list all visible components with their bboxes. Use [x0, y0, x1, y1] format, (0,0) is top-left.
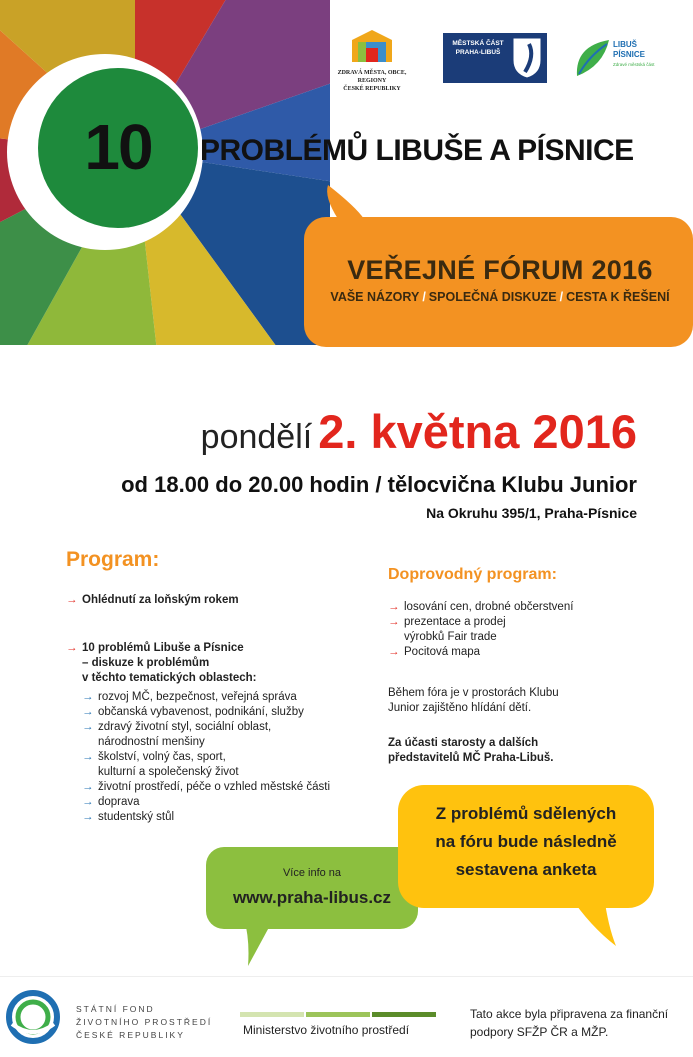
libus-label: LIBUŠ: [613, 40, 637, 49]
forum-subtitle-part2: SPOLEČNÁ DISKUZE: [428, 290, 557, 304]
topics-list: [82, 690, 330, 825]
sfzp-text: STÁTNÍ FOND ŽIVOTNÍHO PROSTŘEDÍ ČESKÉ REPUBLIKY: [76, 1004, 213, 1040]
survey-text: Z problémů sdělených na fóru bude následně sestavena anketa: [435, 804, 617, 879]
forum-text: [320, 255, 680, 304]
info-label: Více info na: [282, 867, 342, 879]
event-date: 2. května 2016: [318, 405, 637, 458]
badge-number: 10: [84, 111, 152, 183]
list-item: → školství, volný čas, sport, kulturní a společenský život: [82, 751, 239, 778]
forum-separator: /: [422, 290, 426, 304]
officials-note: Za účasti starosty a dalších představitelů MČ Praha-Libuš.: [388, 737, 554, 764]
side-program-heading: Doprovodný program:: [388, 566, 557, 583]
zdrava-mesta-logo: [332, 28, 412, 93]
list-item: → losování cen, drobné občerstvení: [388, 601, 574, 613]
mzp-bar-segment: [306, 1012, 370, 1017]
sfzp-logo-icon: [6, 990, 60, 1044]
list-item: → životní prostředí, péče o vzhled městské části: [82, 781, 331, 793]
program-item-1: → Ohlédnutí za loňským rokem: [66, 594, 239, 606]
footer-divider: [0, 976, 693, 977]
shield-icon: [511, 36, 543, 80]
forum-subtitle-part3: CESTA K ŘEŠENÍ: [566, 290, 670, 304]
arrow-icon: →: [388, 646, 400, 658]
arrow-icon: →: [82, 796, 94, 808]
website-link[interactable]: www.praha-libus.cz: [232, 888, 392, 907]
event-address: Na Okruhu 395/1, Praha-Písnice: [426, 505, 637, 521]
mestska-cast-logo: [443, 33, 547, 83]
forum-subtitle: [320, 290, 680, 304]
list-item: → prezentace a prodej výrobků Fair trade: [388, 616, 506, 643]
arrow-icon: →: [388, 601, 400, 613]
arrow-icon: →: [66, 642, 78, 654]
mestska-cast-line1: MĚSTSKÁ ČÁST: [452, 40, 504, 47]
list-item: → občanská vybavenost, podnikání, služby: [82, 706, 304, 718]
arrow-icon: →: [82, 706, 94, 718]
arrow-icon: →: [388, 616, 400, 628]
zdrava-mc-label: Zdravé městská část: [613, 62, 655, 67]
event-time-place: od 18.00 do 20.00 hodin / tělocvična Klubu Junior: [121, 472, 637, 497]
list-item: → Pocitová mapa: [388, 646, 481, 658]
event-date-line: [0, 404, 637, 459]
arrow-icon: →: [82, 691, 94, 703]
arrow-icon: →: [82, 721, 94, 733]
libus-pisnice-logo: [573, 36, 673, 82]
mzp-bar-segment: [372, 1012, 436, 1017]
pisnice-label: PÍSNICE: [613, 50, 646, 59]
page-title: PROBLÉMŮ LIBUŠE A PÍSNICE: [200, 134, 634, 167]
side-program-list: [388, 600, 573, 660]
childcare-note: Během fóra je v prostorách Klubu Junior zajištěno hlídání dětí.: [388, 687, 559, 714]
list-item: → doprava: [82, 796, 140, 808]
list-item: → zdravý životní styl, sociální oblast, národnostní menšiny: [82, 721, 272, 748]
arrow-icon: →: [82, 781, 94, 793]
event-day: pondělí: [200, 418, 313, 456]
forum-separator: /: [559, 290, 564, 304]
house-logo-icon: [332, 28, 412, 64]
forum-title: VEŘEJNÉ FÓRUM 2016: [347, 255, 653, 285]
zdrava-mesta-line1: ZDRAVÁ MĚSTA, OBCE, REGIONY: [337, 70, 407, 84]
arrow-icon: →: [82, 751, 94, 763]
mzp-bar: [240, 1012, 436, 1017]
arrow-icon: →: [66, 594, 78, 606]
forum-subtitle-part1: VAŠE NÁZORY: [330, 290, 420, 304]
ministry-name: Ministerstvo životního prostředí: [243, 1023, 410, 1037]
list-item: → studentský stůl: [82, 811, 175, 823]
mestska-cast-line2: PRAHA-LIBUŠ: [455, 49, 501, 56]
program-item-2: → 10 problémů Libuše a Písnice – diskuze k problémům v těchto tematických oblastech:: [66, 642, 257, 684]
program-heading: Program:: [66, 548, 160, 571]
zdrava-mesta-line2: ČESKÉ REPUBLIKY: [343, 86, 401, 92]
list-item: → rozvoj MČ, bezpečnost, veřejná správa: [82, 691, 297, 703]
arrow-icon: →: [82, 811, 94, 823]
mzp-bar-segment: [240, 1012, 304, 1017]
leaf-logo-icon: [573, 36, 613, 80]
support-note: Tato akce byla připravena za finanční podpory SFŽP ČR a MŽP.: [470, 1007, 669, 1039]
